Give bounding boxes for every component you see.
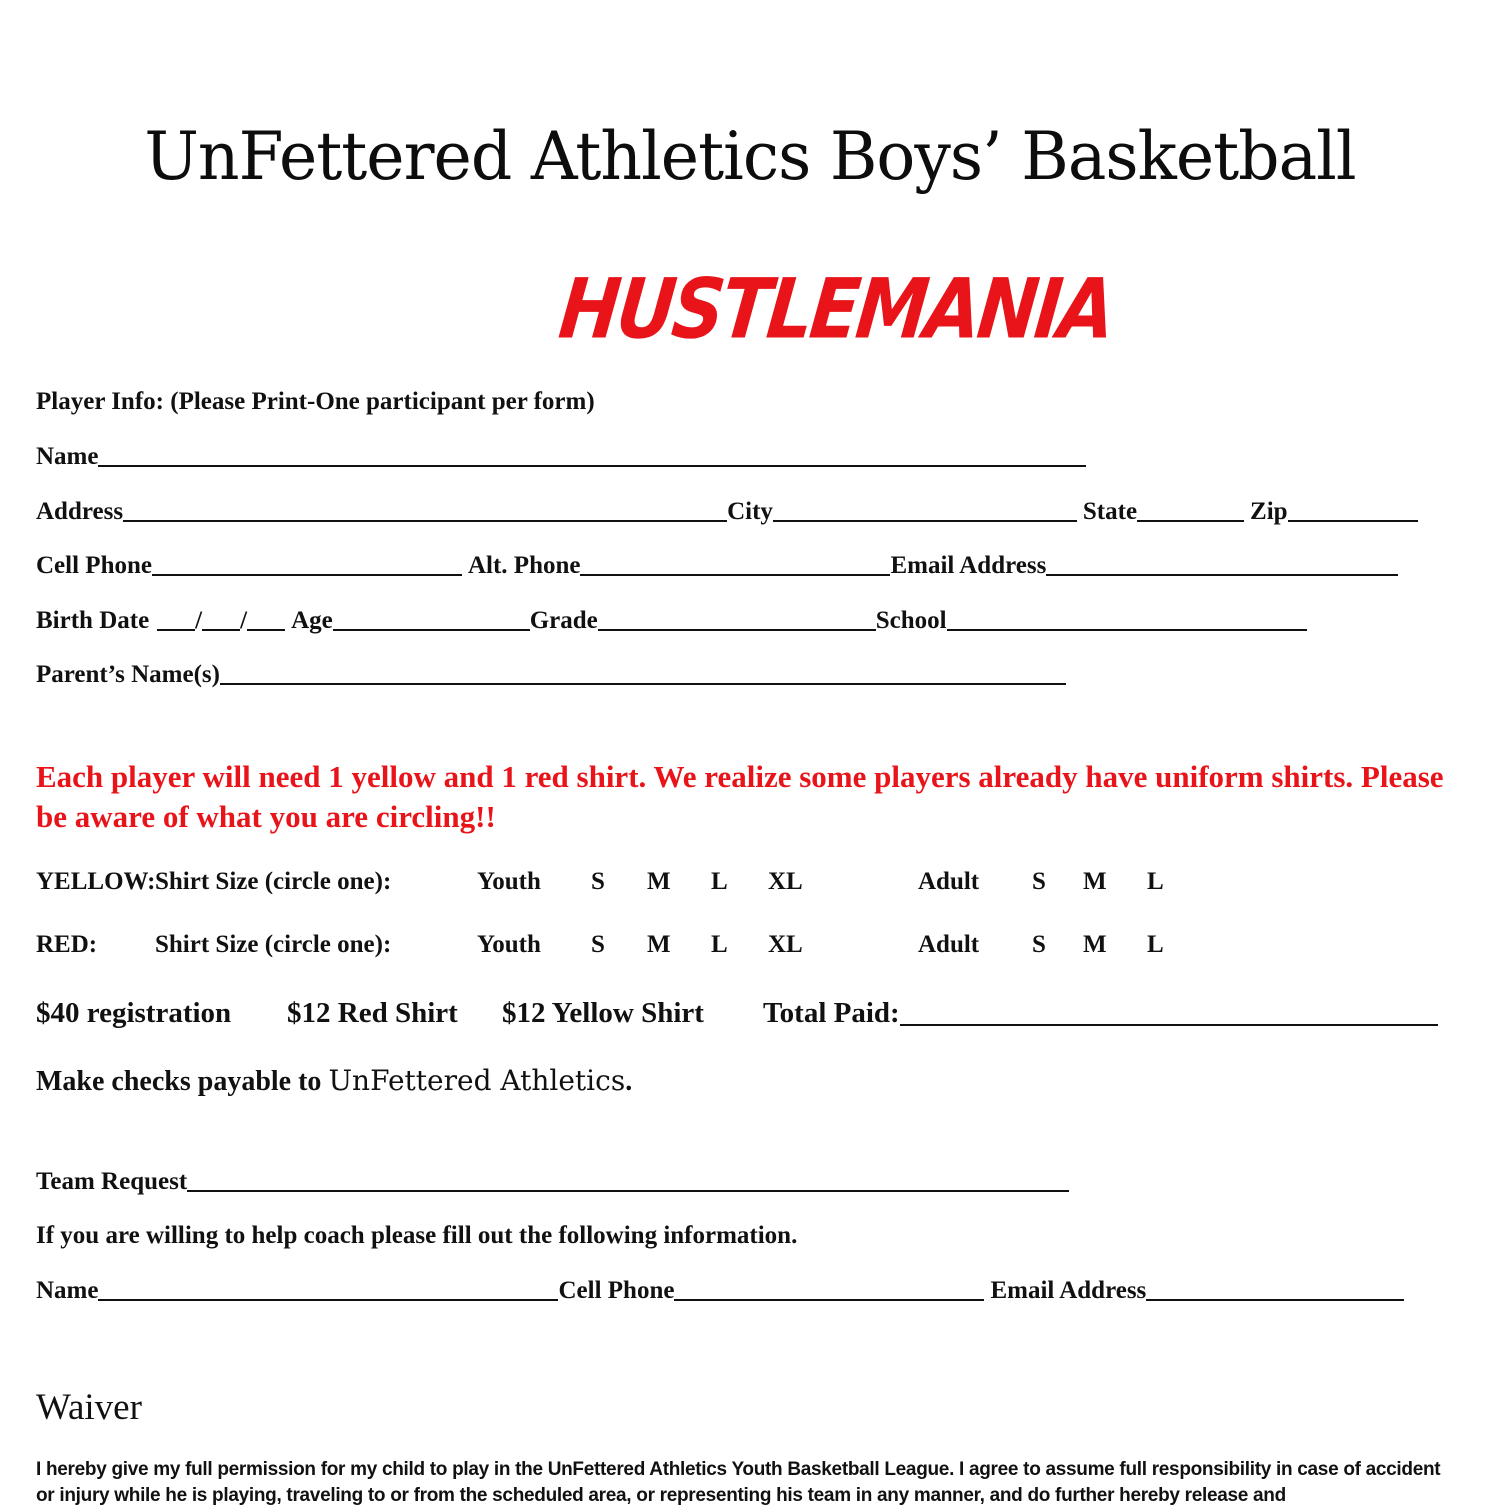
yellow-youth-s[interactable]: S [591,868,605,895]
red-youth-xl[interactable]: XL [768,931,803,958]
coach-info-row [36,1277,1404,1305]
coach-name-label: Name [36,1277,99,1304]
yellow-label: YELLOW: [36,868,156,895]
team-request-field[interactable] [187,1189,1069,1192]
player-name-row [36,443,1086,471]
red-adult-label: Adult [918,931,980,958]
address-row [36,498,1418,526]
player-name-field[interactable] [98,464,1086,467]
birth-month-field[interactable] [157,628,195,631]
payable-prefix: Make checks payable to [36,1066,329,1097]
coach-name-field[interactable] [98,1298,558,1301]
yellow-youth-m[interactable]: M [647,868,671,895]
shirt-notice: Each player will need 1 yellow and 1 red shirt. We realize some players already have uniform shirts. Please be aware of what you are circling!! [36,759,1444,834]
red-label: RED: [36,931,98,958]
grade-field[interactable] [598,628,876,631]
registration-fee: $40 registration [36,997,232,1029]
cell-phone-field[interactable] [152,573,462,576]
state-label: State [1082,498,1138,525]
player-info-heading [36,388,595,416]
yellow-adult-l[interactable]: L [1147,868,1164,895]
yellow-shirt-fee: $12 Yellow Shirt [502,997,704,1029]
parents-field[interactable] [220,682,1066,685]
coach-email-label: Email Address [990,1277,1147,1304]
yellow-youth-xl[interactable]: XL [768,868,803,895]
payable-payee: UnFettered Athletics [328,1064,626,1097]
coach-prompt-row [36,1222,797,1250]
red-youth-m[interactable]: M [647,931,671,958]
birth-date-separator: / [240,607,248,634]
email-label: Email Address [890,552,1047,579]
player-info-heading-text: Player Info: (Please Print-One participant per form) [36,388,595,415]
age-field[interactable] [333,628,530,631]
phone-row [36,552,1398,580]
player-name-label: Name [36,443,99,470]
coach-prompt: If you are willing to help coach please fill out the following information. [36,1222,798,1249]
coach-cell-field[interactable] [674,1298,984,1301]
red-adult-m[interactable]: M [1083,931,1107,958]
birth-day-field[interactable] [202,628,240,631]
red-adult-s[interactable]: S [1032,931,1046,958]
coach-cell-label: Cell Phone [558,1277,675,1304]
age-label: Age [291,607,333,634]
yellow-adult-m[interactable]: M [1083,868,1107,895]
team-request-row [36,1168,1069,1196]
checks-payable-line [36,1064,632,1098]
city-label: City [727,498,773,525]
grade-label: Grade [529,607,598,634]
hustlemania-logo: HUSTLEMANIA [554,260,1118,358]
zip-field[interactable] [1288,519,1418,522]
email-field[interactable] [1046,573,1398,576]
school-field[interactable] [947,628,1307,631]
total-paid-row [763,997,1438,1030]
parents-row [36,661,1066,689]
yellow-adult-s[interactable]: S [1032,868,1046,895]
waiver-heading: Waiver [36,1387,142,1428]
team-request-label: Team Request [36,1168,188,1195]
waiver-text: I hereby give my full permission for my child to play in the UnFettered Athletics Youth Basketball League. I agree to assume full responsibility in case of accident or injury while he is playing, traveling to or from the scheduled area, or representing his team in any manner, and do further hereby release and [36,1459,1441,1506]
red-youth-s[interactable]: S [591,931,605,958]
birth-date-label: Birth Date [36,607,150,634]
red-shirt-fee: $12 Red Shirt [287,997,458,1029]
address-field[interactable] [123,519,727,522]
school-label: School [875,607,947,634]
birth-year-field[interactable] [247,628,285,631]
red-youth-l[interactable]: L [711,931,728,958]
red-youth-label: Youth [477,931,541,958]
red-adult-l[interactable]: L [1147,931,1164,958]
state-field[interactable] [1137,519,1244,522]
coach-email-field[interactable] [1146,1298,1404,1301]
city-field[interactable] [773,519,1077,522]
payable-suffix: . [625,1066,633,1097]
address-label: Address [36,498,124,525]
total-paid-field[interactable] [900,1023,1438,1026]
alt-phone-field[interactable] [580,573,890,576]
birth-date-separator: / [195,607,203,634]
birth-row [36,607,1307,635]
alt-phone-label: Alt. Phone [467,552,581,579]
yellow-youth-l[interactable]: L [711,868,728,895]
page-title: UnFettered Athletics Boys’ Basketball [144,118,1356,195]
yellow-size-label: Shirt Size (circle one): [155,868,392,895]
zip-label: Zip [1250,498,1288,525]
parents-label: Parent’s Name(s) [36,661,220,688]
yellow-youth-label: Youth [477,868,541,895]
yellow-adult-label: Adult [918,868,980,895]
red-size-label: Shirt Size (circle one): [155,931,392,958]
total-paid-label: Total Paid: [763,997,900,1029]
cell-phone-label: Cell Phone [36,552,152,579]
